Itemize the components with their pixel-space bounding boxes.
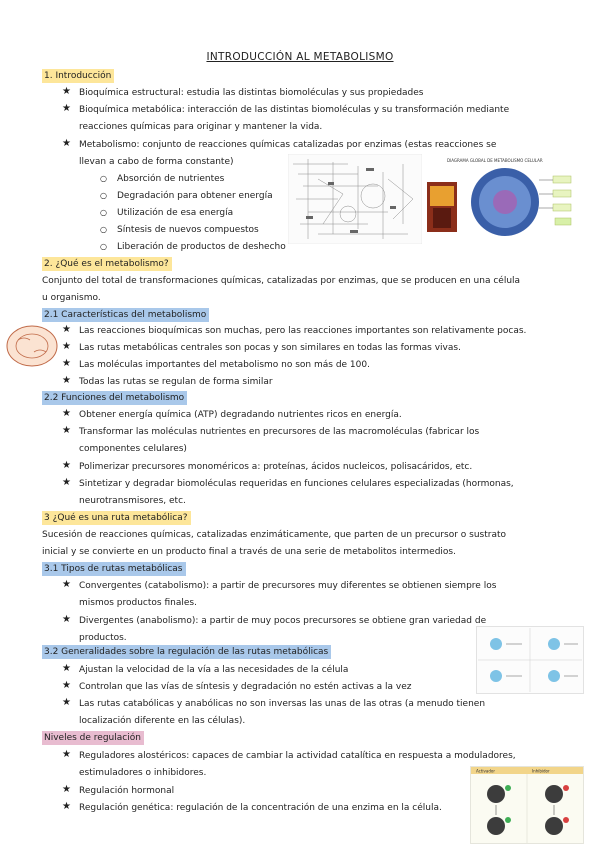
cell-metabolism-figure [425, 154, 590, 244]
section-heading-tipos-rutas: 3.1 Tipos de rutas metabólicas [42, 562, 186, 576]
generalidad-item-3-line1: Las rutas catabólicas y anabólicas no son inversas las unas de las otras (a menudo tienen [79, 699, 486, 709]
intro-bullet-3-line1: Metabolismo: conjunto de reacciones químicas catalizadas por enzimas (estas reacciones se [79, 140, 497, 150]
bullet-star-icon: ★ [62, 784, 71, 795]
section-heading-caracteristicas: 2.1 Características del metabolismo [42, 308, 209, 322]
intro-sub-item: Utilización de esa energía [117, 208, 234, 218]
intro-bullet-3-line2: llevan a cabo de forma constante) [79, 157, 234, 167]
bullet-star-icon: ★ [62, 663, 71, 674]
diagram-title: DIAGRAMA GLOBAL DE METABOLISMO CELULAR [447, 158, 543, 163]
bullet-star-icon: ★ [62, 324, 71, 335]
sub-bullet-circle-icon: ○ [100, 225, 107, 234]
bullet-star-icon: ★ [62, 375, 71, 386]
intro-sub-item: Liberación de productos de deshecho [117, 242, 286, 252]
generalidad-item-2: Controlan que las vías de síntesis y degradación no estén activas a la vez [79, 682, 412, 692]
bullet-star-icon: ★ [62, 697, 71, 708]
allosteric-regulation-figure [470, 766, 584, 844]
nivel-alostericos-line1: Reguladores alostéricos: capaces de cambiar la actividad catalítica en respuesta a moduladores, [79, 751, 516, 761]
bullet-star-icon: ★ [62, 341, 71, 352]
bullet-star-icon: ★ [62, 579, 71, 590]
intro-bullet-2-line1: Bioquímica metabólica: interacción de las distintas biomoléculas y su transformación mediante [79, 105, 510, 115]
intro-sub-item: Absorción de nutrientes [117, 174, 225, 184]
bullet-star-icon: ★ [62, 86, 71, 97]
generalidad-item-3-line2: localización diferente en las células). [79, 716, 246, 726]
generalidad-item-1: Ajustan la velocidad de la vía a las necesidades de la célula [79, 665, 349, 675]
bullet-star-icon: ★ [62, 103, 71, 114]
metabolismo-definition-line1: Conjunto del total de transformaciones químicas, catalizadas por enzimas, que se producen en una célula [42, 276, 521, 286]
bullet-star-icon: ★ [62, 614, 71, 625]
sub-bullet-circle-icon: ○ [100, 174, 107, 183]
bullet-star-icon: ★ [62, 801, 71, 812]
section-heading-funciones: 2.2 Funciones del metabolismo [42, 391, 187, 405]
intro-bullet-1: Bioquímica estructural: estudia las distintas biomoléculas y sus propiedades [79, 88, 424, 98]
funcion-item-3: Polimerizar precursores monoméricos a: proteínas, ácidos nucleicos, polisacáridos, etc. [79, 462, 473, 472]
sub-bullet-circle-icon: ○ [100, 242, 107, 251]
tipo-divergentes-line2: productos. [79, 633, 127, 643]
funcion-item-2-line2: componentes celulares) [79, 444, 187, 454]
caracteristica-item: Las reacciones bioquímicas son muchas, pero las reacciones importantes son relativamente pocas. [79, 326, 527, 336]
section-heading-ruta-metabolica: 3 ¿Qué es una ruta metabólica? [42, 511, 191, 525]
section-heading-niveles-regulacion: Niveles de regulación [42, 731, 144, 745]
tipo-convergentes-line1: Convergentes (catabolismo): a partir de precursores muy diferentes se obtienen siempre los [79, 581, 497, 591]
activador-label: Activador [476, 768, 495, 774]
metabolic-map-figure [288, 154, 422, 244]
inhibidor-label: Inhibidor [532, 768, 550, 774]
section-heading-que-es-metabolismo: 2. ¿Qué es el metabolismo? [42, 257, 172, 271]
funcion-item-4-line2: neurotransmisores, etc. [79, 496, 186, 506]
section-heading-generalidades: 3.2 Generalidades sobre la regulación de las rutas metabólicas [42, 645, 331, 659]
section-heading-introduccion: 1. Introducción [42, 69, 114, 83]
ruta-definition-line1: Sucesión de reacciones químicas, catalizadas enzimáticamente, que parten de un precursor o sustrato [42, 530, 506, 540]
bullet-star-icon: ★ [62, 138, 71, 149]
tipo-divergentes-line1: Divergentes (anabolismo): a partir de muy pocos precursores se obtiene gran variedad de [79, 616, 487, 626]
nivel-hormonal: Regulación hormonal [79, 786, 175, 796]
caracteristica-item: Todas las rutas se regulan de forma similar [79, 377, 273, 387]
ruta-definition-line2: inicial y se convierte en un producto final a través de una serie de metabolitos intermedios. [42, 547, 456, 557]
caracteristica-item: Las rutas metabólicas centrales son pocas y son similares en todas las formas vivas. [79, 343, 461, 353]
funcion-item-4-line1: Sintetizar y degradar biomoléculas requeridas en funciones celulares especializadas (hormonas, [79, 479, 514, 489]
metabolismo-definition-line2: u organismo. [42, 293, 101, 303]
cell-cartoon-figure [4, 322, 60, 370]
caracteristica-item: Las moléculas importantes del metabolismo no son más de 100. [79, 360, 370, 370]
bullet-star-icon: ★ [62, 749, 71, 760]
funcion-item-1: Obtener energía química (ATP) degradando nutrientes ricos en energía. [79, 410, 402, 420]
page-title: INTRODUCCIÓN AL METABOLISMO [206, 51, 394, 63]
bullet-star-icon: ★ [62, 358, 71, 369]
bullet-star-icon: ★ [62, 477, 71, 488]
sub-bullet-circle-icon: ○ [100, 191, 107, 200]
intro-sub-item: Síntesis de nuevos compuestos [117, 225, 259, 235]
nivel-genetica: Regulación genética: regulación de la concentración de una enzima en la célula. [79, 803, 442, 813]
regulation-scheme-figure [476, 626, 584, 694]
funcion-item-2-line1: Transformar las moléculas nutrientes en precursores de las macromoléculas (fabricar los [79, 427, 480, 437]
bullet-star-icon: ★ [62, 460, 71, 471]
sub-bullet-circle-icon: ○ [100, 208, 107, 217]
nivel-alostericos-line2: estimuladores o inhibidores. [79, 768, 207, 778]
tipo-convergentes-line2: mismos productos finales. [79, 598, 197, 608]
intro-bullet-2-line2: reacciones químicas para originar y mantener la vida. [79, 122, 323, 132]
bullet-star-icon: ★ [62, 408, 71, 419]
intro-sub-item: Degradación para obtener energía [117, 191, 273, 201]
bullet-star-icon: ★ [62, 680, 71, 691]
bullet-star-icon: ★ [62, 425, 71, 436]
